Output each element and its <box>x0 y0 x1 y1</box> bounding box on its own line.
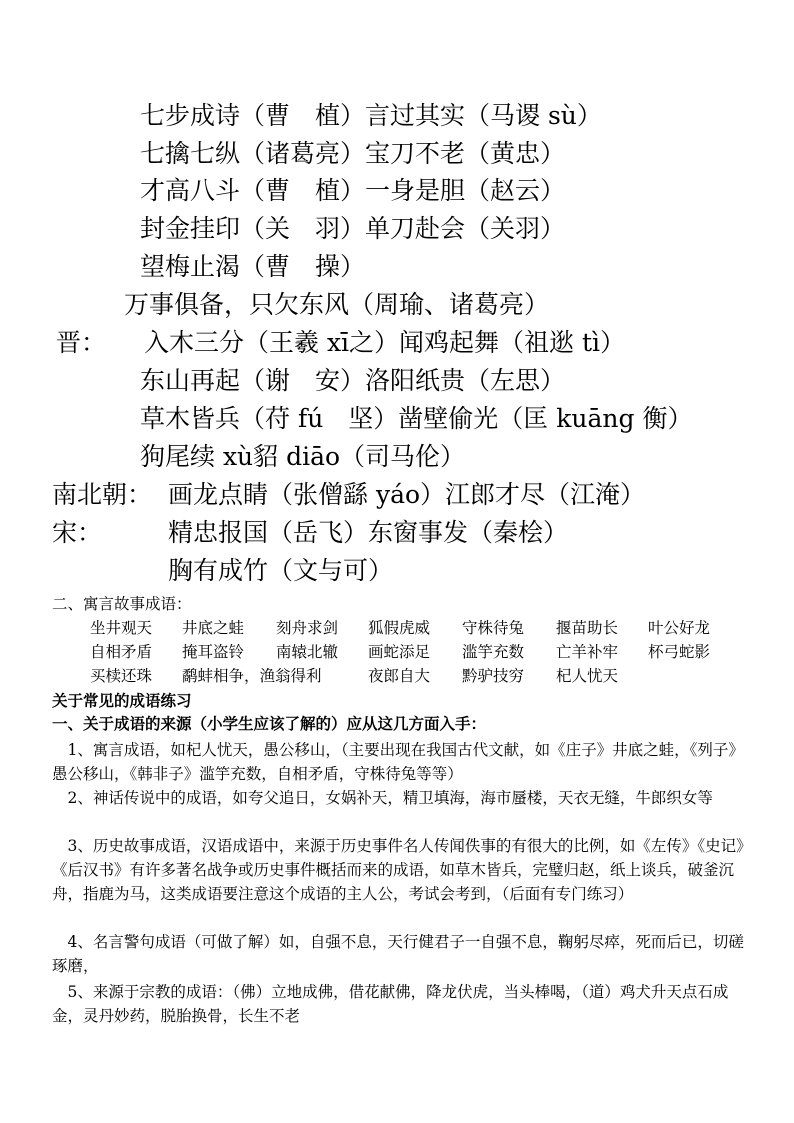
paragraph: 3、历史故事成语，汉语成语中，来源于历史事件名人传闻佚事的有很大的比例，如《左传》《史记》《后汉书》有许多著名战争或历史事件概括而来的成语，如草木皆兵，完璧归赵，纸上谈兵，破釜沉舟，指鹿为马，这类成语要注意这个成语的主人公，考试会考到，（后面有专门练习） <box>52 837 752 903</box>
fable-idiom: 叶公好龙 <box>648 619 711 637</box>
paragraph: 4、名言警句成语（可做了解）如，自强不息，天行健君子一自强不息，鞠躬尽瘁，死而后已，切磋琢磨， <box>52 933 744 975</box>
idiom-line: 望梅止渴（曹 操） <box>140 252 366 281</box>
idiom-line: 草木皆兵（苻 fú 坚）凿壁偷光（匡 kuāng 衡） <box>140 404 693 433</box>
dynasty-label: 宋： <box>52 518 103 547</box>
fable-idiom: 买椟还珠 <box>90 667 153 685</box>
fable-row <box>90 665 618 687</box>
paragraph: 2、神话传说中的成语，如夸父追日，女娲补天，精卫填海，海市蜃楼，天衣无缝，牛郎织女等 <box>52 789 713 807</box>
fable-idiom: 掩耳盗铃 <box>182 643 245 661</box>
fable-idiom: 刻舟求剑 <box>276 619 339 637</box>
fable-idiom: 黔驴技穷 <box>462 667 525 685</box>
fable-idiom: 亡羊补牢 <box>556 643 619 661</box>
fable-row <box>90 641 710 663</box>
source-heading: 一、关于成语的来源（小学生应该了解的）应从这几方面入手： <box>52 714 487 733</box>
practice-title: 关于常见的成语练习 <box>52 691 192 710</box>
fable-idiom: 画蛇添足 <box>368 643 431 661</box>
idiom-line: 东山再起（谢 安）洛阳纸贵（左思） <box>140 366 566 395</box>
fable-idiom: 夜郎自大 <box>368 667 431 685</box>
idiom-line: 封金挂印（关 羽）单刀赴会（关羽） <box>140 214 566 243</box>
idiom-line: 精忠报国（岳飞）东窗事发（秦桧） <box>168 518 569 547</box>
idiom-line: 七步成诗（曹 植）言过其实（马谡 sù） <box>140 101 602 130</box>
idiom-line: 狗尾续 xù貂 diāo（司马伦） <box>140 442 466 471</box>
fable-idiom: 杯弓蛇影 <box>648 643 711 661</box>
fable-heading: 二、寓言故事成语： <box>52 595 192 613</box>
fable-idiom: 坐井观天 <box>90 619 153 637</box>
fable-idiom: 自相矛盾 <box>90 643 153 661</box>
idiom-line: 七擒七纵（诸葛亮）宝刀不老（黄忠） <box>140 139 566 168</box>
idiom-line: 才高八斗（曹 植）一身是胆（赵云） <box>140 176 566 205</box>
fable-idiom: 滥竽充数 <box>462 643 525 661</box>
idiom-line: 万事俱备，只欠东风（周瑜、诸葛亮） <box>124 290 550 319</box>
idiom-line: 画龙点睛（张僧繇 yáo）江郎才尽（江淹） <box>168 480 646 509</box>
fable-idiom: 鹬蚌相争，渔翁得利 <box>182 667 322 685</box>
paragraph: 5、来源于宗教的成语：（佛）立地成佛，借花献佛，降龙伏虎，当头棒喝，（道）鸡犬升天点石成金，灵丹妙药，脱胎换骨，长生不老 <box>52 983 729 1025</box>
fable-idiom: 狐假虎威 <box>368 619 431 637</box>
fable-idiom: 井底之蛙 <box>182 619 245 637</box>
idiom-line: 胸有成竹（文与可） <box>168 556 394 585</box>
dynasty-label: 南北朝： <box>52 480 153 509</box>
idiom-line: 入木三分（王羲 xī之）闻鸡起舞（祖逖 tì） <box>144 328 626 357</box>
fable-row <box>90 617 710 639</box>
fable-idiom: 守株待兔 <box>462 619 525 637</box>
fable-idiom: 南辕北辙 <box>276 643 339 661</box>
dynasty-label: 晋： <box>56 328 107 357</box>
paragraph: 1、寓言成语，如杞人忧天，愚公移山，（主要出现在我国古代文献，如《庄子》井底之蛙，《列子》愚公移山，《韩非子》滥竽充数，自相矛盾，守株待兔等等） <box>52 741 744 783</box>
fable-idiom: 揠苗助长 <box>556 619 619 637</box>
fable-idiom: 杞人忧天 <box>556 667 619 685</box>
